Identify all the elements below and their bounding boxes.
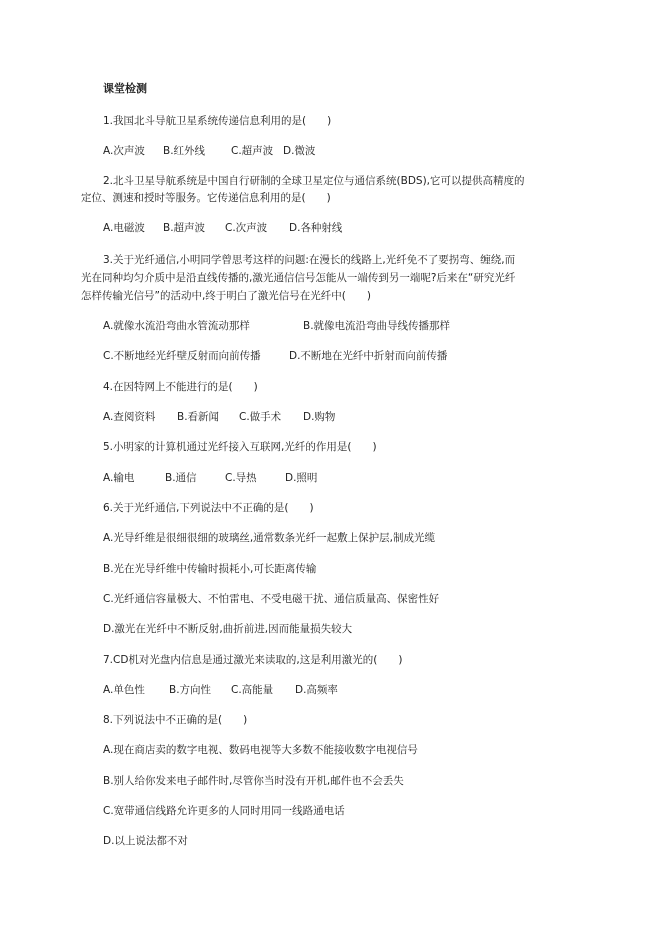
question-2-stem-line-2: 定位、测速和授时等服务。它传递信息利用的是( ) bbox=[81, 192, 331, 204]
question-2-options bbox=[103, 220, 342, 236]
option-c: C.不断地经光纤壁反射而向前传播 bbox=[103, 350, 261, 362]
option-d: D.购物 bbox=[303, 411, 336, 423]
question-7-stem: 7.CD机对光盘内信息是通过激光来读取的,这是利用激光的( ) bbox=[103, 654, 403, 666]
question-2-stem-line-1: 2.北斗卫星导航系统是中国自行研制的全球卫星定位与通信系统(BDS),它可以提供高精度的 bbox=[103, 175, 525, 187]
question-4-stem: 4.在因特网上不能进行的是( ) bbox=[103, 381, 258, 393]
section-title: 课堂检测 bbox=[103, 82, 147, 95]
option-d: D.各种射线 bbox=[289, 222, 343, 234]
option-a: A.次声波 bbox=[103, 145, 145, 157]
option-b: B.就像电流沿弯曲导线传播那样 bbox=[303, 320, 451, 332]
question-6-option-d: D.激光在光纤中不断反射,曲折前进,因而能量损失较大 bbox=[103, 623, 353, 635]
question-6-option-c: C.光纤通信容量极大、不怕雷电、不受电磁干扰、通信质量高、保密性好 bbox=[103, 593, 440, 605]
question-3-options-row-1 bbox=[103, 318, 450, 334]
question-1-stem: 1.我国北斗导航卫星系统传递信息利用的是( ) bbox=[103, 115, 332, 127]
question-8-option-a: A.现在商店卖的数字电视、数码电视等大多数不能接收数字电视信号 bbox=[103, 744, 418, 756]
question-3-stem-line-3: 怎样传输光信号”的活动中,终于明白了激光信号在光纤中( ) bbox=[81, 290, 371, 302]
question-6-stem: 6.关于光纤通信,下列说法中不正确的是( ) bbox=[103, 502, 314, 514]
option-b: B.通信 bbox=[165, 472, 197, 484]
question-3-stem-line-2: 光在同种均匀介质中是沿直线传播的,激光通信信号怎能从一端传到另一端呢?后来在“研究光纤 bbox=[81, 272, 516, 284]
question-5-stem: 5.小明家的计算机通过光纤接入互联网,光纤的作用是( ) bbox=[103, 441, 377, 453]
option-a: A.电磁波 bbox=[103, 222, 145, 234]
option-a: A.单色性 bbox=[103, 684, 145, 696]
option-a: A.输电 bbox=[103, 472, 135, 484]
option-c: C.做手术 bbox=[239, 411, 282, 423]
question-8-option-c: C.宽带通信线路允许更多的人同时用同一线路通电话 bbox=[103, 805, 345, 817]
question-3-options-row-2 bbox=[103, 348, 447, 364]
option-d: D.照明 bbox=[285, 472, 318, 484]
option-b: B.超声波 bbox=[163, 222, 206, 234]
option-c: C.次声波 bbox=[225, 222, 268, 234]
question-1-options bbox=[103, 143, 315, 159]
option-d: D.高频率 bbox=[295, 684, 338, 696]
option-d: D.不断地在光纤中折射而向前传播 bbox=[289, 350, 448, 362]
option-b: B.方向性 bbox=[169, 684, 212, 696]
option-c: C.超声波 bbox=[231, 145, 274, 157]
option-a: A.查阅资料 bbox=[103, 411, 156, 423]
question-6-option-a: A.光导纤维是很细很细的玻璃丝,通常数条光纤一起敷上保护层,制成光缆 bbox=[103, 532, 436, 544]
question-8-stem: 8.下列说法中不正确的是( ) bbox=[103, 714, 248, 726]
option-d: D.微波 bbox=[283, 145, 316, 157]
question-6-option-b: B.光在光导纤维中传输时损耗小,可长距离传输 bbox=[103, 563, 317, 575]
option-c: C.高能量 bbox=[231, 684, 274, 696]
option-c: C.导热 bbox=[225, 472, 257, 484]
option-a: A.就像水流沿弯曲水管流动那样 bbox=[103, 320, 250, 332]
question-7-options bbox=[103, 682, 338, 698]
option-b: B.看新闻 bbox=[177, 411, 220, 423]
question-8-option-b: B.别人给你发来电子邮件时,尽管你当时没有开机,邮件也不会丢失 bbox=[103, 775, 404, 787]
question-5-options bbox=[103, 470, 317, 486]
question-4-options bbox=[103, 409, 335, 425]
question-3-stem-line-1: 3.关于光纤通信,小明同学曾思考这样的问题:在漫长的线路上,光纤免不了要拐弯、缠绕,而 bbox=[103, 254, 516, 266]
question-8-option-d: D.以上说法都不对 bbox=[103, 835, 188, 847]
option-b: B.红外线 bbox=[163, 145, 206, 157]
